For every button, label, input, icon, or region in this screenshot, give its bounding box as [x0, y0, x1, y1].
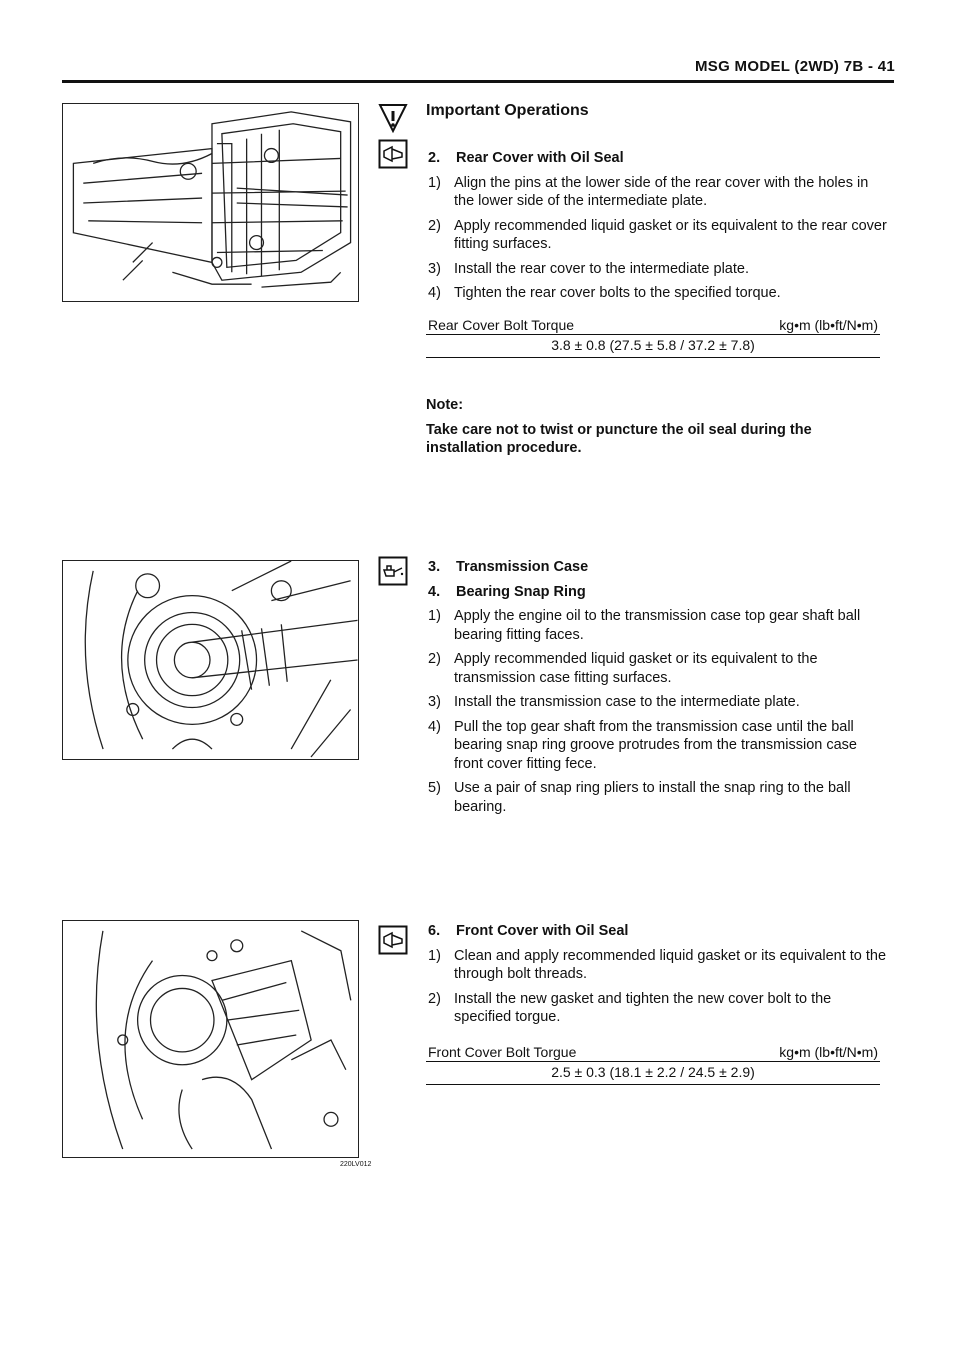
- torque-unit: kg•m (lb•ft/N•m): [779, 317, 878, 333]
- item-number: 2): [428, 990, 441, 1007]
- header-rule: [62, 80, 894, 83]
- step-6-title: [426, 922, 890, 941]
- item-text: Install the new gasket and tighten the new cover bolt to the specified torgue.: [454, 990, 832, 1025]
- transmission-case-illustration: [63, 561, 358, 759]
- list-item: [426, 217, 890, 254]
- item-text: Pull the top gear shaft from the transmission case until the ball bearing snap ring groove protrudes from the transmission case front cover fitting fece.: [454, 718, 857, 772]
- list-item: [426, 990, 890, 1027]
- note-title: Note:: [426, 397, 464, 413]
- list-item: [426, 947, 890, 984]
- oil-can-icon: [378, 556, 408, 586]
- step-number: 3.: [428, 559, 441, 575]
- list-item: [426, 693, 890, 712]
- front-cover-torque-table: [426, 1043, 880, 1085]
- list-item: [426, 174, 890, 211]
- item-number: 3): [428, 260, 441, 277]
- item-number: 2): [428, 217, 441, 234]
- step-number: 4.: [428, 583, 441, 600]
- step-4-title: [426, 583, 890, 602]
- list-item: [426, 650, 890, 687]
- item-number: 2): [428, 651, 441, 667]
- section-heading: Important Operations: [426, 102, 589, 119]
- step-title-text: Transmission Case: [456, 559, 589, 575]
- item-number: 3): [428, 694, 441, 710]
- figure-transmission-case: [62, 560, 359, 760]
- list-item: [426, 260, 890, 279]
- front-cover-illustration: [63, 921, 358, 1157]
- torque-value: 2.5 ± 0.3 (18.1 ± 2.2 / 24.5 ± 2.9): [551, 1064, 755, 1080]
- rear-cover-torque-table: [426, 316, 880, 358]
- note-text: Take care not to twist or puncture the oil seal during the installation procedure.: [426, 421, 812, 456]
- figure-id: 220LV012: [340, 1161, 372, 1168]
- torque-value: 3.8 ± 0.8 (27.5 ± 5.8 / 37.2 ± 7.8): [551, 337, 755, 353]
- list-item: [426, 718, 890, 774]
- sealant-apply-icon: [378, 925, 408, 955]
- item-number: 4): [428, 718, 441, 735]
- item-text: Apply the engine oil to the transmission case top gear shaft ball bearing fitting faces.: [454, 608, 861, 643]
- torque-label: Front Cover Bolt Torgue: [428, 1044, 577, 1060]
- list-item: [426, 779, 890, 816]
- step-6-block: [426, 922, 890, 1027]
- item-text: Install the transmission case to the intermediate plate.: [454, 694, 800, 710]
- section-heading-block: [426, 102, 890, 121]
- list-item: [426, 284, 890, 303]
- figure-front-cover: [62, 920, 359, 1158]
- step-number: 2.: [428, 150, 441, 166]
- item-number: 1): [428, 947, 441, 964]
- torque-unit: kg•m (lb•ft/N•m): [779, 1044, 878, 1060]
- item-text: Use a pair of snap ring pliers to install the snap ring to the ball bearing.: [454, 780, 851, 815]
- item-number: 1): [428, 608, 441, 624]
- step-3-title: [426, 558, 890, 577]
- step-title-text: Front Cover with Oil Seal: [456, 923, 629, 939]
- item-text: Clean and apply recommended liquid gasket or its equivalent to the through bolt threads.: [454, 947, 887, 982]
- torque-label: Rear Cover Bolt Torque: [428, 317, 575, 333]
- step-2-block: [426, 149, 890, 303]
- item-text: Align the pins at the lower side of the rear cover with the holes in the lower side of the intermediate plate.: [454, 174, 869, 209]
- item-text: Apply recommended liquid gasket or its equivalent to the transmission case fitting surfaces.: [454, 651, 818, 686]
- sealant-apply-icon: [378, 139, 408, 169]
- figure-rear-cover: [62, 103, 359, 302]
- step-3-4-block: [426, 558, 890, 816]
- page-header: MSG MODEL (2WD) 7B - 41: [695, 58, 895, 75]
- item-number: 1): [428, 174, 441, 191]
- important-warning-icon: [378, 103, 408, 133]
- rear-cover-illustration: [63, 104, 358, 301]
- item-number: 4): [428, 285, 441, 301]
- list-item: [426, 607, 890, 644]
- step-title-text: Rear Cover with Oil Seal: [456, 150, 624, 166]
- step-number: 6.: [428, 923, 441, 939]
- item-text: Apply recommended liquid gasket or its equivalent to the rear cover fitting surfaces.: [454, 217, 887, 252]
- item-number: 5): [428, 780, 441, 796]
- step-2-title: [426, 149, 890, 168]
- item-text: Tighten the rear cover bolts to the specified torque.: [454, 285, 781, 301]
- note-block: [426, 396, 890, 458]
- item-text: Install the rear cover to the intermediate plate.: [454, 260, 749, 277]
- step-title-text: Bearing Snap Ring: [456, 583, 586, 600]
